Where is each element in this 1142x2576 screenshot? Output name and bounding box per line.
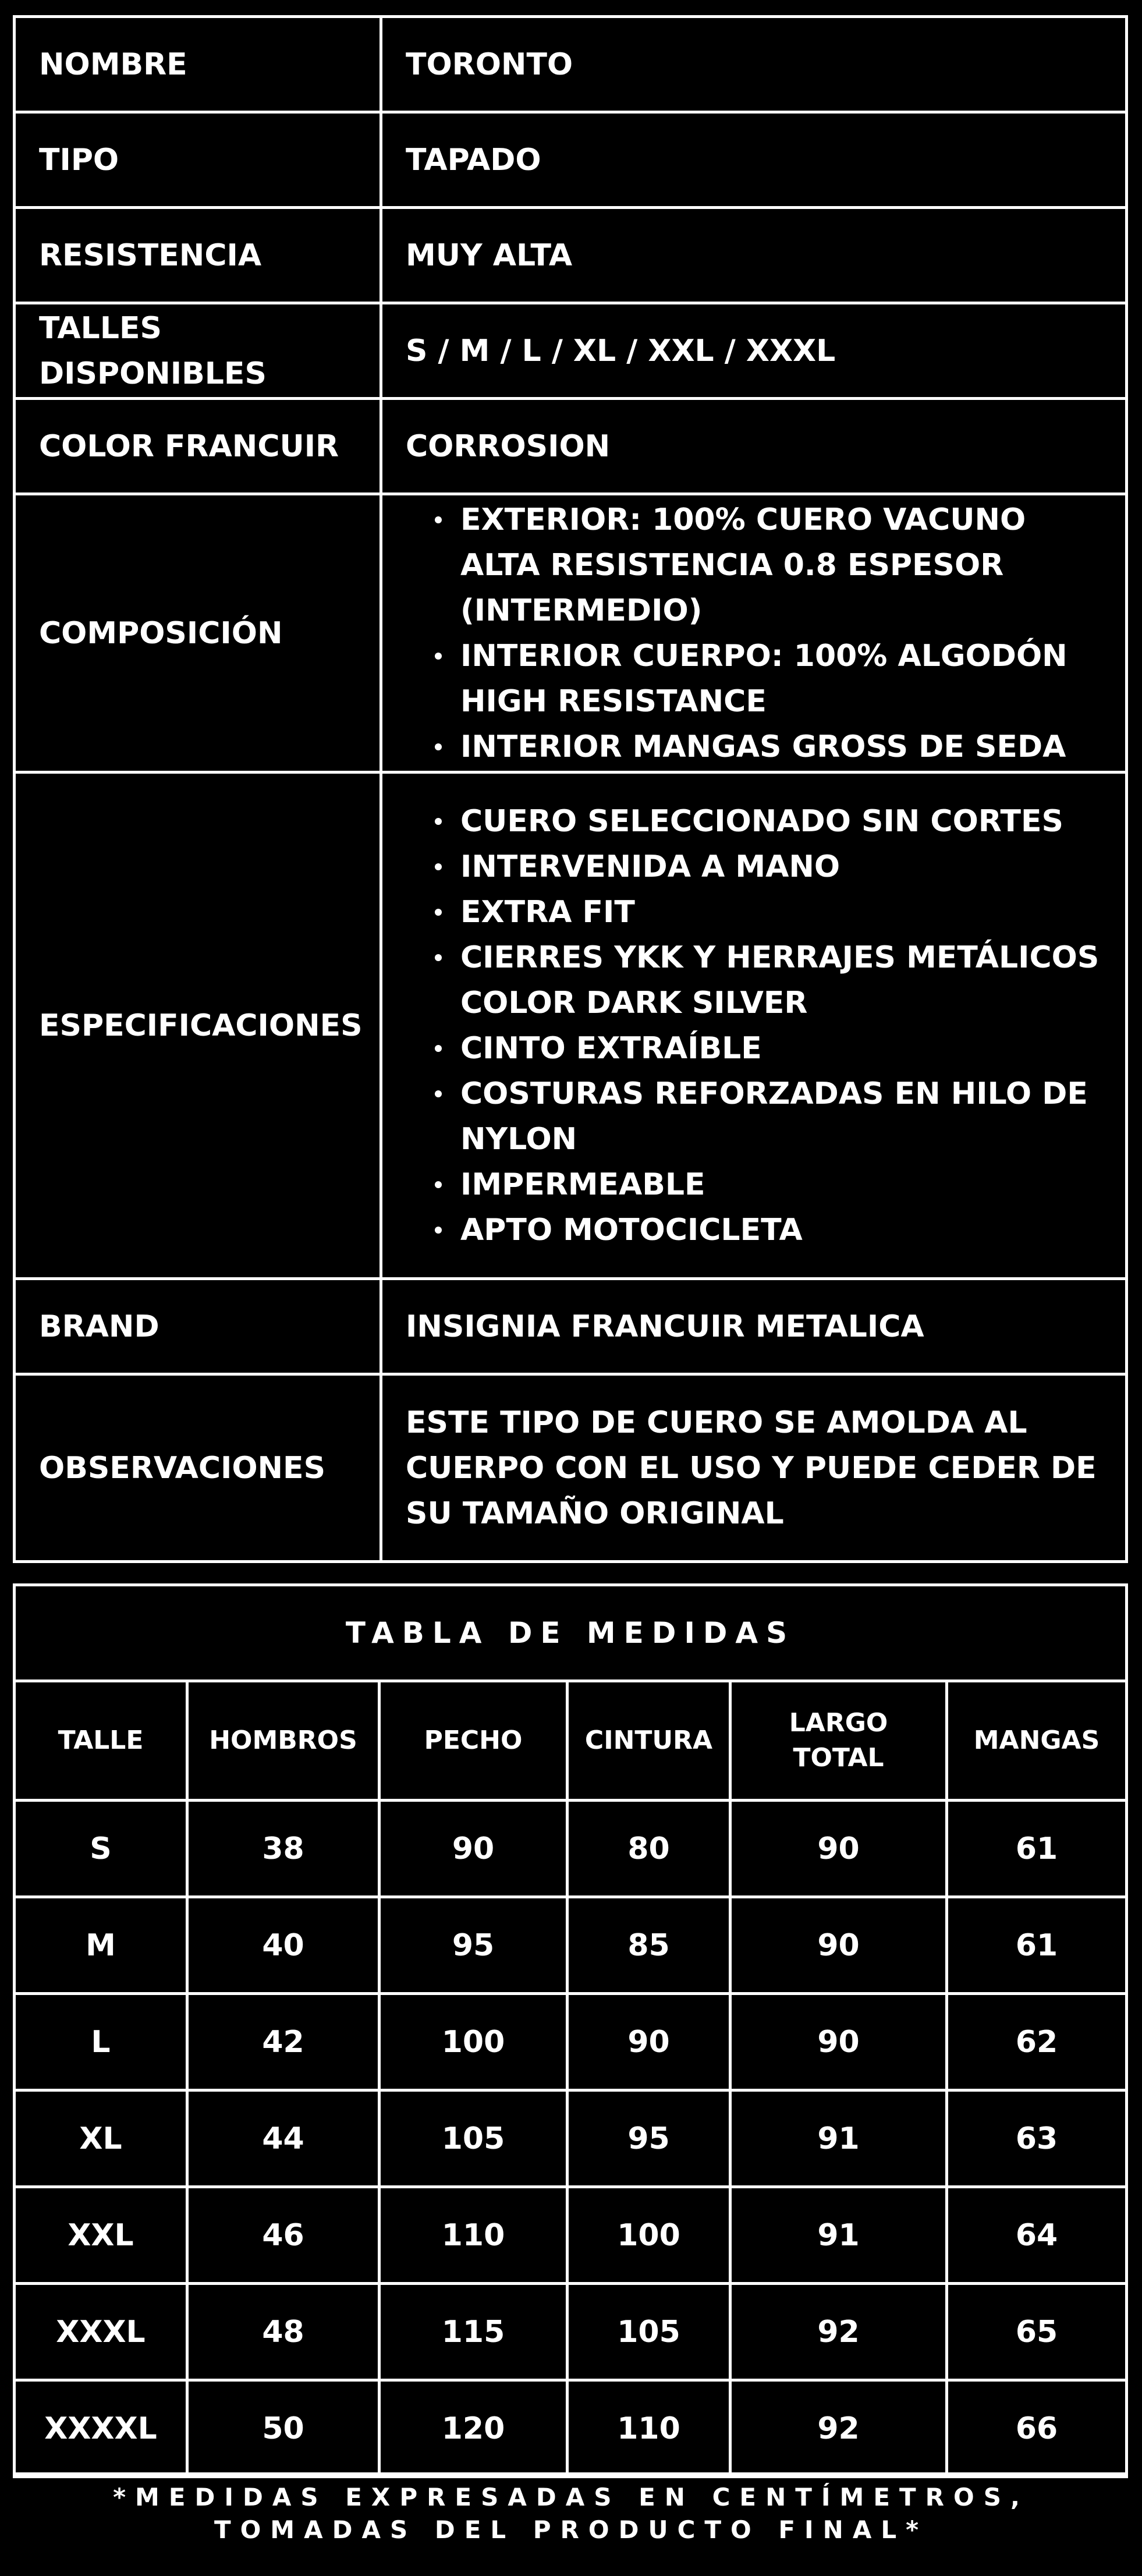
list-item: CINTO EXTRAÍBLE xyxy=(460,1026,1108,1071)
spec-row-brand xyxy=(15,1279,1127,1374)
spec-value: MUY ALTA xyxy=(381,208,1127,303)
measure-cell: 115 xyxy=(380,2284,568,2380)
column-header: LARGO TOTAL xyxy=(730,1681,947,1801)
composicion-list xyxy=(406,497,1108,770)
table-row xyxy=(15,2284,1127,2380)
measure-cell: 63 xyxy=(947,2090,1127,2187)
column-header: MANGAS xyxy=(947,1681,1127,1801)
measure-cell: 61 xyxy=(947,1897,1127,1994)
spec-row-nombre xyxy=(15,17,1127,112)
spec-value-list xyxy=(381,773,1127,1279)
measure-cell: 105 xyxy=(380,2090,568,2187)
list-item: INTERVENIDA A MANO xyxy=(460,844,1108,890)
measure-cell: 61 xyxy=(947,1801,1127,1897)
column-header: HOMBROS xyxy=(187,1681,380,1801)
measure-cell: 92 xyxy=(730,2284,947,2380)
measure-cell: 65 xyxy=(947,2284,1127,2380)
table-row xyxy=(15,1994,1127,2090)
list-item: CIERRES YKK Y HERRAJES METÁLICOS COLOR DARK SILVER xyxy=(460,935,1108,1026)
measurement-footnote: *MEDIDAS EXPRESADAS EN CENTÍMETROS, TOMADAS DEL PRODUCTO FINAL* xyxy=(113,2483,1029,2544)
measure-cell: 64 xyxy=(947,2187,1127,2284)
list-item: INTERIOR MANGAS GROSS DE SEDA xyxy=(460,724,1108,770)
size-table-header-row xyxy=(15,1681,1127,1801)
measure-cell: 95 xyxy=(380,1897,568,1994)
spec-value: ESTE TIPO DE CUERO SE AMOLDA AL CUERPO CON EL USO Y PUEDE CEDER DE SU TAMAÑO ORIGINAL xyxy=(381,1374,1127,1562)
spec-value: CORROSION xyxy=(381,399,1127,494)
spec-row-talles xyxy=(15,303,1127,399)
measure-cell: 95 xyxy=(568,2090,730,2187)
size-cell: XL xyxy=(15,2090,187,2187)
spec-row-color xyxy=(15,399,1127,494)
spec-row-especificaciones xyxy=(15,773,1127,1279)
measure-cell: 91 xyxy=(730,2090,947,2187)
especificaciones-list xyxy=(406,799,1108,1253)
spec-label: COMPOSICIÓN xyxy=(15,494,381,773)
measure-cell: 62 xyxy=(947,1994,1127,2090)
measure-cell: 80 xyxy=(568,1801,730,1897)
measure-cell: 85 xyxy=(568,1897,730,1994)
spec-value: TORONTO xyxy=(381,17,1127,112)
size-cell: XXL xyxy=(15,2187,187,2284)
measure-cell: 90 xyxy=(730,1801,947,1897)
column-header: TALLE xyxy=(15,1681,187,1801)
list-item: COSTURAS REFORZADAS EN HILO DE NYLON xyxy=(460,1071,1108,1162)
spec-label: NOMBRE xyxy=(15,17,381,112)
measure-cell: 100 xyxy=(380,1994,568,2090)
measure-cell: 42 xyxy=(187,1994,380,2090)
measure-cell: 48 xyxy=(187,2284,380,2380)
measure-cell: 110 xyxy=(568,2380,730,2477)
spec-row-observaciones xyxy=(15,1374,1127,1562)
measure-cell: 90 xyxy=(568,1994,730,2090)
product-spec-table xyxy=(13,15,1128,1563)
spec-value: INSIGNIA FRANCUIR METALICA xyxy=(381,1279,1127,1374)
table-row xyxy=(15,2380,1127,2477)
list-item: INTERIOR CUERPO: 100% ALGODÓN HIGH RESISTANCE xyxy=(460,633,1108,724)
measure-cell: 46 xyxy=(187,2187,380,2284)
size-chart-title: TABLA DE MEDIDAS xyxy=(345,1616,796,1650)
table-row xyxy=(15,2090,1127,2187)
measure-cell: 38 xyxy=(187,1801,380,1897)
list-item: EXTERIOR: 100% CUERO VACUNO ALTA RESISTENCIA 0.8 ESPESOR (INTERMEDIO) xyxy=(460,497,1108,633)
spec-value: S / M / L / XL / XXL / XXXL xyxy=(381,303,1127,399)
measure-cell: 110 xyxy=(380,2187,568,2284)
size-cell: M xyxy=(15,1897,187,1994)
list-item: EXTRA FIT xyxy=(460,890,1108,935)
spec-label: OBSERVACIONES xyxy=(15,1374,381,1562)
spec-label: COLOR FRANCUIR xyxy=(15,399,381,494)
table-row xyxy=(15,1801,1127,1897)
measure-cell: 90 xyxy=(730,1897,947,1994)
measure-cell: 92 xyxy=(730,2380,947,2477)
spec-label: ESPECIFICACIONES xyxy=(15,773,381,1279)
size-cell: XXXL xyxy=(15,2284,187,2380)
spec-row-tipo xyxy=(15,112,1127,208)
list-item: IMPERMEABLE xyxy=(460,1162,1108,1207)
spec-value: TAPADO xyxy=(381,112,1127,208)
size-cell: S xyxy=(15,1801,187,1897)
measure-cell: 100 xyxy=(568,2187,730,2284)
list-item: CUERO SELECCIONADO SIN CORTES xyxy=(460,799,1108,844)
size-chart xyxy=(13,1583,1128,2475)
measure-cell: 66 xyxy=(947,2380,1127,2477)
spec-label: TIPO xyxy=(15,112,381,208)
spec-value-list xyxy=(381,494,1127,773)
column-header: CINTURA xyxy=(568,1681,730,1801)
spec-label: TALLES DISPONIBLES xyxy=(15,303,381,399)
size-table-body xyxy=(15,1801,1127,2477)
size-table xyxy=(13,1679,1128,2478)
size-cell: L xyxy=(15,1994,187,2090)
list-item: APTO MOTOCICLETA xyxy=(460,1207,1108,1253)
measure-cell: 40 xyxy=(187,1897,380,1994)
measure-cell: 50 xyxy=(187,2380,380,2477)
spec-label: RESISTENCIA xyxy=(15,208,381,303)
spec-row-composicion xyxy=(15,494,1127,773)
measure-cell: 120 xyxy=(380,2380,568,2477)
table-row xyxy=(15,2187,1127,2284)
spec-row-resistencia xyxy=(15,208,1127,303)
size-cell: XXXXL xyxy=(15,2380,187,2477)
column-header: PECHO xyxy=(380,1681,568,1801)
measure-cell: 90 xyxy=(380,1801,568,1897)
spec-label: BRAND xyxy=(15,1279,381,1374)
measure-cell: 90 xyxy=(730,1994,947,2090)
measure-cell: 91 xyxy=(730,2187,947,2284)
table-row xyxy=(15,1897,1127,1994)
measure-cell: 105 xyxy=(568,2284,730,2380)
measure-cell: 44 xyxy=(187,2090,380,2187)
